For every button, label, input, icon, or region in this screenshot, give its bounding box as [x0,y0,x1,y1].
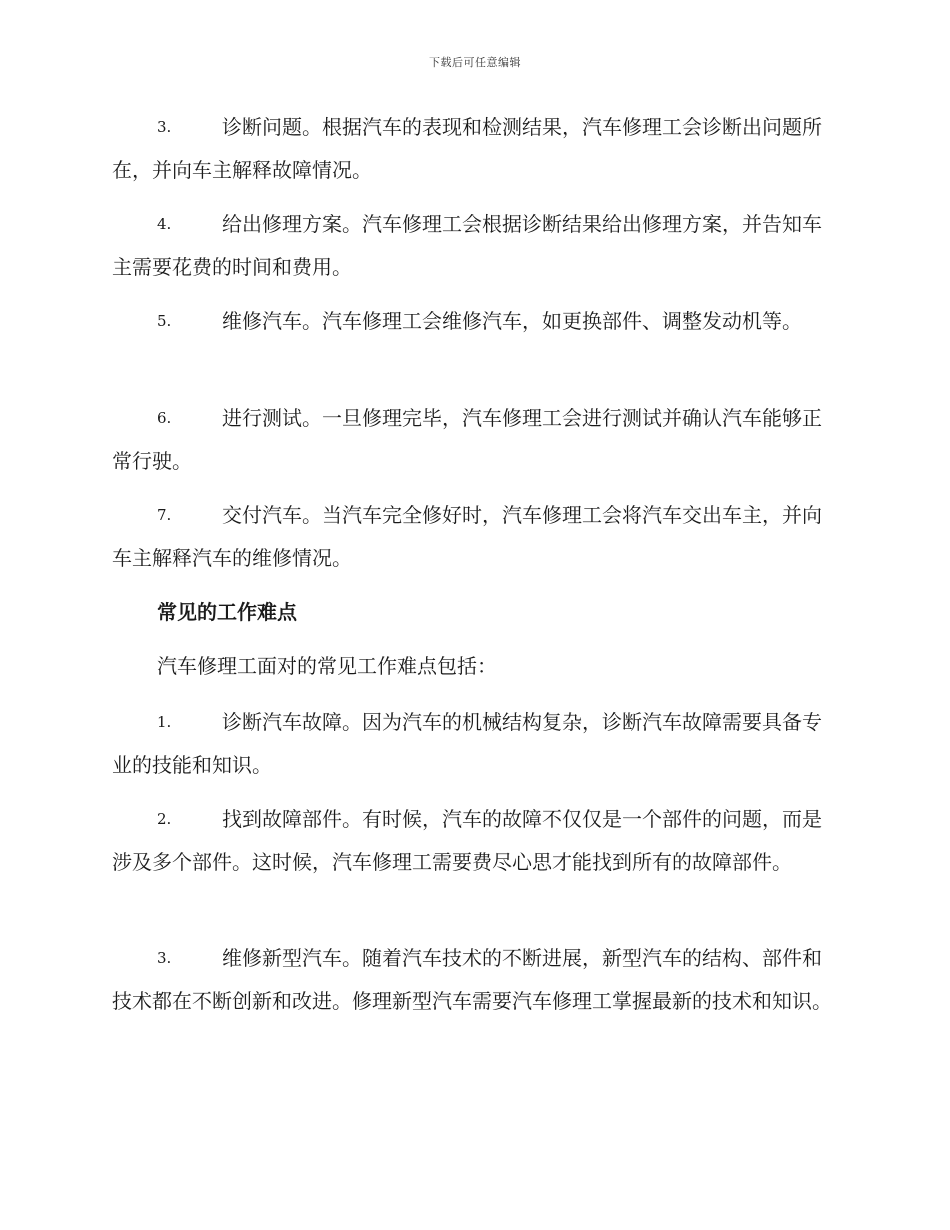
list-item [112,397,834,483]
list-item [112,701,834,787]
list-item-text: 找到故障部件。有时候，汽车的故障不仅仅是一个部件的问题，而是涉及多个部件。这时候，汽车修理工需要费尽心思才能找到所有的故障部件。 [112,807,822,874]
list-item-text: 给出修理方案。汽车修理工会根据诊断结果给出修理方案，并告知车主需要花费的时间和费用。 [112,212,822,279]
list-item-number: 4. [157,215,172,233]
list-item-text: 诊断问题。根据汽车的表现和检测结果，汽车修理工会诊断出问题所在，并向车主解释故障情况。 [112,115,822,182]
list-item-number: 3. [157,118,172,136]
list-item-text: 维修汽车。汽车修理工会维修汽车，如更换部件、调整发动机等。 [222,309,802,333]
list-item-text: 维修新型汽车。随着汽车技术的不断进展，新型汽车的结构、部件和技术都在不断创新和改进。修理新型汽车需要汽车修理工掌握最新的技术和知识。 [112,946,832,1013]
list-item-number: 7. [157,506,172,524]
list-item-text: 进行测试。一旦修理完毕，汽车修理工会进行测试并确认汽车能够正常行驶。 [112,406,822,473]
list-item [112,494,834,580]
list-item-text: 交付汽车。当汽车完全修好时，汽车修理工会将汽车交出车主，并向车主解释汽车的维修情况。 [112,503,822,570]
list-item [112,203,834,289]
list-item-text: 诊断汽车故障。因为汽车的机械结构复杂，诊断汽车故障需要具备专业的技能和知识。 [112,710,822,777]
list-item-number: 5. [157,312,172,330]
list-item [112,937,834,1023]
section-intro: 汽车修理工面对的常见工作难点包括： [157,654,497,678]
list-item [112,106,834,192]
list-item-number: 3. [157,949,172,967]
list-item [112,300,834,343]
header-note: 下载后可任意编辑 [429,56,521,69]
list-item [112,798,834,884]
list-item-number: 1. [157,713,172,731]
section-heading: 常见的工作难点 [157,600,297,624]
list-item-number: 6. [157,409,172,427]
list-item-number: 2. [157,810,172,828]
